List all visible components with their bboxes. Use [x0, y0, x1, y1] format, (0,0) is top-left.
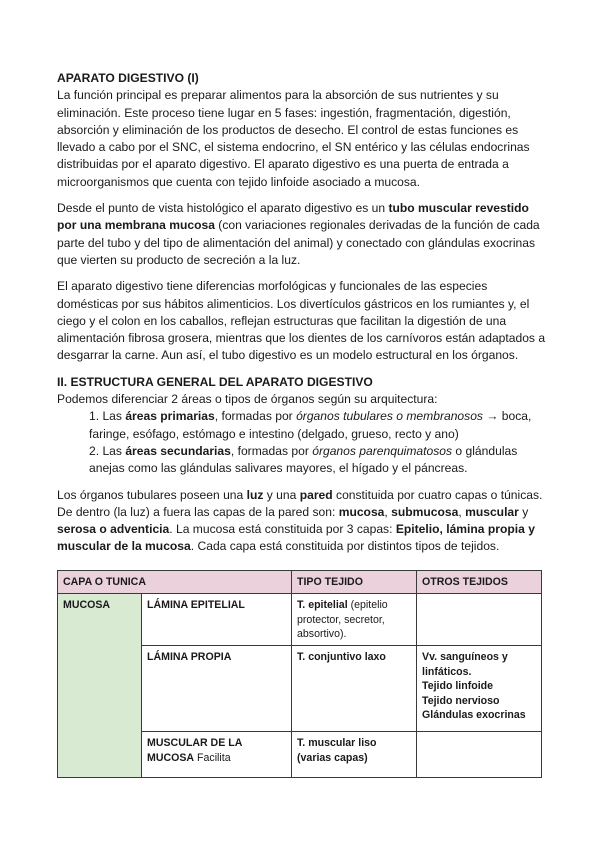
- paragraph-histology: Desde el punto de vista histológico el aparato digestivo es un tubo muscular revestido por una membrana mucosa (con variaciones regionales derivadas de la función de cada parte del tubo y del tipo de alimentación del animal) y conectado con glándulas exocrinas que vierten su producto de secreción a la luz.: [57, 201, 540, 267]
- table-header-row: [58, 570, 542, 593]
- layer-cell: MUSCULAR DE LA MUCOSA Facilita: [142, 732, 292, 778]
- tipo-cell: T. muscular liso (varias capas): [292, 732, 417, 778]
- tipo-cell: T. conjuntivo laxo: [292, 646, 417, 732]
- layer-cell: LÁMINA EPITELIAL: [142, 594, 292, 646]
- areas-list: [57, 408, 547, 477]
- paragraph-areas-intro: Podemos diferenciar 2 áreas o tipos de órganos según su arquitectura:: [57, 392, 438, 407]
- header-otros-tejidos: OTROS TEJIDOS: [417, 570, 542, 593]
- header-capa-tunica: CAPA O TUNICA: [58, 570, 292, 593]
- table-row: [58, 594, 542, 646]
- section-title-aparato-digestivo: APARATO DIGESTIVO (I): [57, 71, 199, 85]
- otros-cell: [417, 732, 542, 778]
- list-item-areas-secundarias: 2. Las áreas secundarias, formadas por órganos parenquimatosos o glándulas anejas como las glándulas salivares mayores, el hígado y el páncreas.: [89, 443, 518, 476]
- paragraph-morphology: El aparato digestivo tiene diferencias morfológicas y funcionales de las especies domésticas por sus hábitos alimenticios. Los divertículos gástricos en los rumiantes y, el ciego y el colon en los caballos, reflejan estructuras que facilitan la digestión de una alimentación fibrosa grosera, mientras que los dientes de los carnívoros están adaptados a desgarrar la carne. Aun así, el tubo digestivo es un modelo estructural en los órganos.: [57, 279, 546, 363]
- list-item-areas-primarias: 1. Las áreas primarias, formadas por órganos tubulares o membranosos → boca, faringe, esófago, estómago e intestino (delgado, grueso, recto y ano): [89, 409, 532, 441]
- capas-table: [57, 570, 542, 779]
- mucosa-cell: MUCOSA: [58, 594, 142, 778]
- otros-cell: Vv. sanguíneos y linfáticos. Tejido linfoide Tejido nervioso Glándulas exocrinas: [417, 646, 542, 732]
- header-tipo-tejido: TIPO TEJIDO: [292, 570, 417, 593]
- layer-cell: LÁMINA PROPIA: [142, 646, 292, 732]
- otros-cell: [417, 594, 542, 646]
- tipo-cell: T. epitelial (epitelio protector, secretor, absortivo).: [292, 594, 417, 646]
- paragraph-intro: La función principal es preparar alimentos para la absorción de sus nutrientes y su eliminación. Este proceso tiene lugar en 5 fases: ingestión, fragmentación, digestión, absorción y eliminación de los productos de desecho. El control de estas funciones es llevado a cabo por el SNC, el sistema endocrino, el SN entérico y las células endocrinas distribuidas por el aparato digestivo. El aparato digestivo es una puerta de entrada a microorganismos que cuenta con tejido linfoide asociado a mucosa.: [57, 88, 530, 189]
- paragraph-organos-tubulares: Los órganos tubulares poseen una luz y una pared constituida por cuatro capas o túnicas. De dentro (la luz) a fuera las capas de la pared son: mucosa, submucosa, muscular y serosa o adventicia. La mucosa está constituida por 3 capas: Epitelio, lámina propia y muscular de la mucosa. Cada capa está constituida por distintos tipos de tejidos.: [57, 487, 543, 554]
- document-page: [57, 70, 547, 778]
- section-title-estructura: II. ESTRUCTURA GENERAL DEL APARATO DIGESTIVO: [57, 374, 373, 389]
